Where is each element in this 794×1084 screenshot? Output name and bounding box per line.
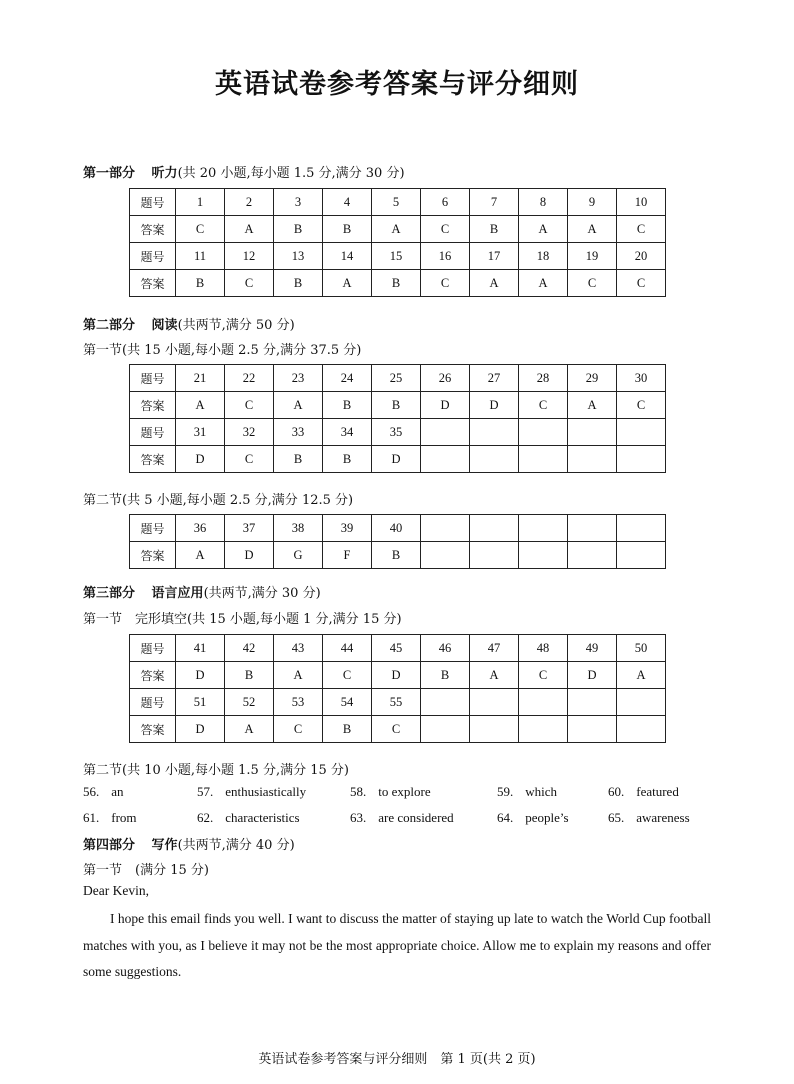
answer-cell: A (274, 662, 323, 689)
answer-cell: B (421, 662, 470, 689)
answer-cell: A (323, 270, 372, 297)
fill-answer-text: from (111, 810, 137, 825)
answer-cell: 17 (470, 243, 519, 270)
fill-answer-number: 57. (197, 784, 214, 799)
answer-cell: 22 (225, 365, 274, 392)
answer-cell: C (617, 270, 666, 297)
answer-cell: B (372, 392, 421, 419)
part2-sec2-answer-table (129, 514, 666, 569)
answer-cell: 24 (323, 365, 372, 392)
row-header-cell: 答案 (130, 716, 176, 743)
answer-cell: C (519, 662, 568, 689)
answer-cell: 13 (274, 243, 323, 270)
fill-answer-item (83, 784, 124, 800)
answer-cell (568, 446, 617, 473)
answer-cell (470, 446, 519, 473)
answer-cell: 26 (421, 365, 470, 392)
answer-cell: 34 (323, 419, 372, 446)
answer-cell: B (323, 716, 372, 743)
answer-cell (519, 446, 568, 473)
part4-sec1-desc: 第一节 (满分 15 分) (83, 863, 209, 878)
answer-cell: C (176, 216, 225, 243)
answer-cell: D (176, 446, 225, 473)
answer-cell: 38 (274, 515, 323, 542)
answer-cell: A (519, 216, 568, 243)
fill-answer-item (197, 784, 306, 800)
part4-desc: (共两节,满分 40 分) (177, 838, 295, 853)
letter-paragraph: I hope this email finds you well. I want to discuss the matter of staying up late to watch the World Cup football matches with you, as I believe it may not be the most appropriate choice. Allow me to explain my reasons and offer some suggestions. (83, 911, 711, 979)
part2-sec1-desc: 第一节(共 15 小题,每小题 2.5 分,满分 37.5 分) (83, 343, 362, 358)
part1-heading: 第一部分 (83, 166, 136, 181)
answer-cell: 8 (519, 189, 568, 216)
answer-cell: A (568, 216, 617, 243)
answer-cell: C (225, 392, 274, 419)
row-header-cell: 答案 (130, 270, 176, 297)
fill-answer-item (350, 784, 431, 800)
part2-heading-line (83, 314, 295, 333)
answer-cell: C (323, 662, 372, 689)
answer-cell: D (176, 662, 225, 689)
answer-cell (568, 515, 617, 542)
answer-cell: D (470, 392, 519, 419)
table-row (130, 216, 666, 243)
answer-cell: D (372, 662, 421, 689)
answer-cell: A (225, 216, 274, 243)
answer-cell: 9 (568, 189, 617, 216)
answer-cell: 49 (568, 635, 617, 662)
answer-cell: C (568, 270, 617, 297)
table-row (130, 365, 666, 392)
fill-answer-item (197, 810, 300, 826)
answer-cell (617, 689, 666, 716)
answer-cell (421, 515, 470, 542)
part2-heading: 第二部分 (83, 318, 136, 333)
answer-cell: F (323, 542, 372, 569)
answer-cell (617, 542, 666, 569)
answer-cell (617, 446, 666, 473)
row-header-cell: 答案 (130, 662, 176, 689)
answer-cell (470, 689, 519, 716)
fill-answer-text: featured (636, 784, 679, 799)
answer-cell: B (225, 662, 274, 689)
fill-answer-text: an (111, 784, 124, 799)
answer-cell: 36 (176, 515, 225, 542)
answer-cell (568, 716, 617, 743)
answer-cell: 19 (568, 243, 617, 270)
part3-sec2-desc: 第二节(共 10 小题,每小题 1.5 分,满分 15 分) (83, 763, 349, 778)
answer-cell: 1 (176, 189, 225, 216)
fill-answer-text: which (525, 784, 558, 799)
answer-cell: 51 (176, 689, 225, 716)
answer-cell: A (176, 392, 225, 419)
part3-sec1-answer-table (129, 634, 666, 743)
answer-cell: 37 (225, 515, 274, 542)
answer-cell: C (421, 270, 470, 297)
part4-heading: 第四部分 (83, 838, 136, 853)
row-header-cell: 题号 (130, 689, 176, 716)
row-header-cell: 题号 (130, 635, 176, 662)
part3-heading-line (83, 582, 321, 601)
answer-cell: 41 (176, 635, 225, 662)
row-header-cell: 答案 (130, 392, 176, 419)
answer-cell: B (274, 270, 323, 297)
answer-cell: B (274, 446, 323, 473)
row-header-cell: 题号 (130, 365, 176, 392)
answer-cell: C (617, 392, 666, 419)
part1-label: 听力 (151, 166, 178, 181)
answer-cell: 6 (421, 189, 470, 216)
part2-desc: (共两节,满分 50 分) (177, 318, 295, 333)
answer-cell: A (519, 270, 568, 297)
answer-cell: C (372, 716, 421, 743)
answer-cell: B (274, 216, 323, 243)
fill-answer-number: 56. (83, 784, 100, 799)
answer-cell: 39 (323, 515, 372, 542)
answer-cell (568, 542, 617, 569)
table-row (130, 270, 666, 297)
answer-cell: 18 (519, 243, 568, 270)
answer-cell (470, 716, 519, 743)
answer-cell: A (372, 216, 421, 243)
answer-cell: 14 (323, 243, 372, 270)
fill-answer-number: 61. (83, 810, 100, 825)
answer-cell (470, 419, 519, 446)
letter-salutation: Dear Kevin, (83, 883, 149, 898)
row-header-cell: 答案 (130, 542, 176, 569)
answer-cell: D (421, 392, 470, 419)
fill-answer-text: people’s (525, 810, 569, 825)
answer-cell (421, 542, 470, 569)
fill-answer-item (83, 810, 137, 826)
answer-cell: 5 (372, 189, 421, 216)
answer-cell: 47 (470, 635, 519, 662)
answer-cell: 45 (372, 635, 421, 662)
page-title: 英语试卷参考答案与评分细则 (215, 69, 579, 100)
row-header-cell: 题号 (130, 419, 176, 446)
answer-cell: G (274, 542, 323, 569)
part2-label: 阅读 (151, 318, 178, 333)
answer-cell: 4 (323, 189, 372, 216)
answer-cell: 21 (176, 365, 225, 392)
table-row (130, 716, 666, 743)
answer-cell: 15 (372, 243, 421, 270)
answer-cell (470, 515, 519, 542)
answer-cell: 3 (274, 189, 323, 216)
part4-heading-line (83, 834, 295, 853)
answer-cell: D (225, 542, 274, 569)
answer-cell: 25 (372, 365, 421, 392)
row-header-cell: 答案 (130, 446, 176, 473)
answer-cell (519, 515, 568, 542)
answer-cell: 10 (617, 189, 666, 216)
fill-answer-item (350, 810, 454, 826)
answer-cell: 11 (176, 243, 225, 270)
part3-sec1-desc: 第一节 完形填空(共 15 小题,每小题 1 分,满分 15 分) (83, 612, 402, 627)
answer-cell (519, 542, 568, 569)
answer-cell: C (274, 716, 323, 743)
fill-answer-number: 59. (497, 784, 514, 799)
fill-answer-text: awareness (636, 810, 690, 825)
answer-cell: 42 (225, 635, 274, 662)
answer-cell (617, 716, 666, 743)
answer-cell: B (372, 542, 421, 569)
answer-cell (568, 689, 617, 716)
answer-cell: 52 (225, 689, 274, 716)
fill-answer-text: characteristics (225, 810, 300, 825)
answer-cell: 50 (617, 635, 666, 662)
answer-cell: B (176, 270, 225, 297)
answer-cell: C (617, 216, 666, 243)
answer-cell (519, 689, 568, 716)
answer-cell: A (470, 270, 519, 297)
fill-answer-number: 64. (497, 810, 514, 825)
answer-cell: 16 (421, 243, 470, 270)
answer-cell (421, 419, 470, 446)
table-row (130, 243, 666, 270)
answer-cell: 12 (225, 243, 274, 270)
fill-answer-text: are considered (378, 810, 454, 825)
row-header-cell: 题号 (130, 189, 176, 216)
answer-cell: B (323, 216, 372, 243)
table-row (130, 689, 666, 716)
answer-cell: 7 (470, 189, 519, 216)
answer-cell: 28 (519, 365, 568, 392)
row-header-cell: 题号 (130, 243, 176, 270)
answer-cell (617, 419, 666, 446)
answer-cell (421, 446, 470, 473)
part4-label: 写作 (151, 838, 178, 853)
fill-answer-item (608, 810, 690, 826)
fill-answer-text: to explore (378, 784, 431, 799)
answer-cell: 44 (323, 635, 372, 662)
answer-cell: C (421, 216, 470, 243)
answer-cell: 32 (225, 419, 274, 446)
answer-cell: A (274, 392, 323, 419)
fill-answer-item (497, 784, 557, 800)
table-row (130, 662, 666, 689)
answer-cell: 55 (372, 689, 421, 716)
fill-answer-number: 63. (350, 810, 367, 825)
fill-answer-number: 65. (608, 810, 625, 825)
fill-answer-item (497, 810, 569, 826)
answer-cell: D (568, 662, 617, 689)
answer-cell: C (225, 446, 274, 473)
table-row (130, 189, 666, 216)
row-header-cell: 答案 (130, 216, 176, 243)
fill-answer-number: 62. (197, 810, 214, 825)
answer-cell: C (519, 392, 568, 419)
answer-cell: 23 (274, 365, 323, 392)
part3-heading: 第三部分 (83, 586, 136, 601)
fill-answer-item (608, 784, 679, 800)
answer-cell: 35 (372, 419, 421, 446)
answer-cell: A (176, 542, 225, 569)
answer-cell: 29 (568, 365, 617, 392)
answer-cell (519, 716, 568, 743)
table-row (130, 635, 666, 662)
answer-cell (421, 689, 470, 716)
answer-cell: B (323, 392, 372, 419)
fill-answer-text: enthusiastically (225, 784, 307, 799)
answer-cell (617, 515, 666, 542)
table-row (130, 392, 666, 419)
table-row (130, 446, 666, 473)
part1-desc: (共 20 小题,每小题 1.5 分,满分 30 分) (177, 166, 405, 181)
answer-cell: 33 (274, 419, 323, 446)
row-header-cell: 题号 (130, 515, 176, 542)
answer-cell: 53 (274, 689, 323, 716)
table-row (130, 419, 666, 446)
answer-cell (568, 419, 617, 446)
answer-cell: A (225, 716, 274, 743)
part3-label: 语言应用 (151, 586, 204, 601)
answer-cell: B (470, 216, 519, 243)
answer-cell: A (568, 392, 617, 419)
answer-cell: 48 (519, 635, 568, 662)
fill-answer-number: 58. (350, 784, 367, 799)
table-row (130, 542, 666, 569)
fill-answer-number: 60. (608, 784, 625, 799)
answer-cell: 43 (274, 635, 323, 662)
answer-cell: 27 (470, 365, 519, 392)
part2-sec1-answer-table (129, 364, 666, 473)
answer-cell: 46 (421, 635, 470, 662)
part3-desc: (共两节,满分 30 分) (203, 586, 321, 601)
answer-cell: B (323, 446, 372, 473)
answer-cell (519, 419, 568, 446)
answer-cell: 54 (323, 689, 372, 716)
answer-cell: 40 (372, 515, 421, 542)
part1-answer-table (129, 188, 666, 297)
answer-cell: A (470, 662, 519, 689)
part2-sec2-desc: 第二节(共 5 小题,每小题 2.5 分,满分 12.5 分) (83, 493, 354, 508)
answer-cell (421, 716, 470, 743)
answer-cell: B (372, 270, 421, 297)
answer-cell: 31 (176, 419, 225, 446)
answer-cell: C (225, 270, 274, 297)
table-row (130, 515, 666, 542)
answer-cell: D (176, 716, 225, 743)
answer-cell (470, 542, 519, 569)
answer-cell: 20 (617, 243, 666, 270)
answer-cell: 30 (617, 365, 666, 392)
answer-cell: A (617, 662, 666, 689)
answer-cell: 2 (225, 189, 274, 216)
page-footer: 英语试卷参考答案与评分细则 第 1 页(共 2 页) (258, 1052, 536, 1067)
answer-cell: D (372, 446, 421, 473)
part1-heading-line (83, 162, 405, 181)
